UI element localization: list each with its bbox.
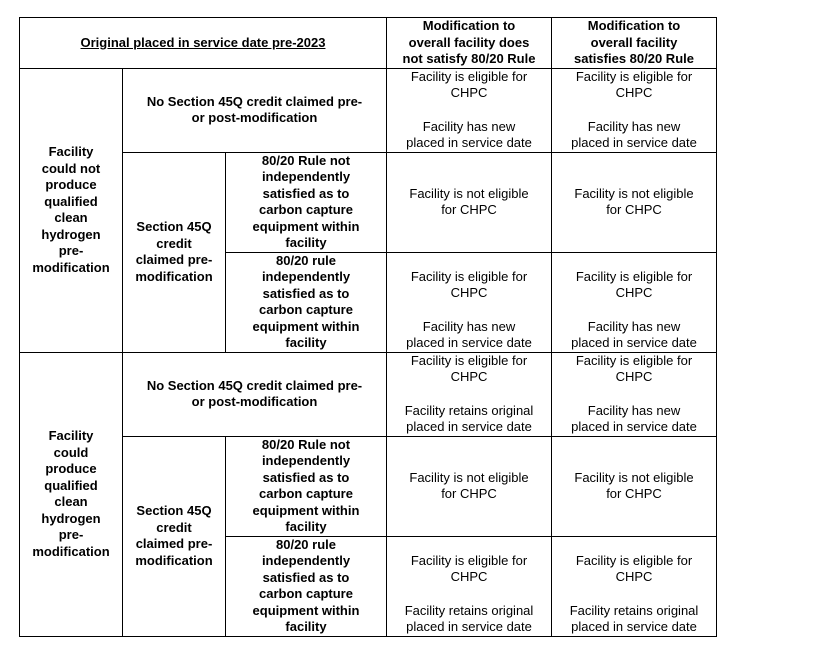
row-label-line: carbon capture xyxy=(259,202,353,217)
group-label-line: qualified xyxy=(44,193,98,209)
group1-indep-satisfies-cell xyxy=(552,252,717,352)
group2-not-indep-row xyxy=(20,436,717,536)
cell-line: Facility is eligible for xyxy=(410,268,528,284)
row-label-line: carbon capture xyxy=(259,586,353,601)
cell-line: Facility is not eligible xyxy=(409,185,529,201)
group2-not-indep-not-satisfy-cell xyxy=(387,436,552,536)
row-label-line: satisfied as to xyxy=(262,285,350,301)
group2-not-indep-label xyxy=(226,436,387,536)
row-label-line: equipment within xyxy=(252,502,360,518)
group1-not-indep-satisfies-cell xyxy=(552,152,717,252)
row-label-line: independently xyxy=(261,553,351,568)
cell-line: placed in service date xyxy=(406,335,532,350)
group1-no45q-row xyxy=(20,68,717,152)
group-label-line: could not xyxy=(41,160,101,176)
cell-line: placed in service date xyxy=(406,619,532,634)
row-label-line: 80/20 Rule not xyxy=(261,152,351,168)
group1-s45q-label xyxy=(123,152,226,352)
cell-line: CHPC xyxy=(450,369,488,384)
row-label-line: equipment within xyxy=(252,218,360,234)
cell-line: CHPC xyxy=(615,569,653,584)
cell-line: placed in service date xyxy=(571,619,697,634)
group1-no45q-label xyxy=(123,68,387,152)
header-not-satisfy-line: overall facility does xyxy=(408,34,530,50)
row-label-line: modification xyxy=(135,552,213,568)
row-label-line: modification xyxy=(135,268,213,284)
row-label-line: 80/20 rule xyxy=(276,536,336,552)
header-not-satisfy-line: Modification to xyxy=(422,18,516,33)
cell-line: Facility is eligible for xyxy=(410,352,528,368)
cell-line: Facility has new xyxy=(587,118,681,134)
row-label-line: independently xyxy=(261,453,351,468)
header-satisfies-line: overall facility xyxy=(590,34,678,50)
cell-line: for CHPC xyxy=(441,486,497,501)
group-label-line: hydrogen xyxy=(41,226,101,242)
row-label-line: independently xyxy=(261,169,351,184)
cell-line: CHPC xyxy=(615,85,653,100)
header-satisfies-line: satisfies 80/20 Rule xyxy=(574,51,694,66)
group-label-line: clean xyxy=(54,210,88,225)
cell-line: for CHPC xyxy=(606,486,662,501)
group2-no45q-label xyxy=(123,352,387,436)
cell-line: Facility is not eligible xyxy=(409,469,529,485)
row-label-line: satisfied as to xyxy=(262,569,350,585)
group1-no45q-satisfies-cell xyxy=(552,68,717,152)
group-label-line: produce xyxy=(45,461,97,476)
row-label-line: satisfied as to xyxy=(262,469,350,485)
row-label-line: No Section 45Q credit claimed pre- xyxy=(146,93,363,109)
cell-line: CHPC xyxy=(450,285,488,300)
row-label-line: facility xyxy=(285,235,327,250)
cell-line: Facility has new xyxy=(587,402,681,418)
row-label-line: credit xyxy=(156,519,192,535)
cell-line: CHPC xyxy=(615,285,653,300)
row-label-line: carbon capture xyxy=(259,302,353,317)
group2-no45q-satisfies-cell xyxy=(552,352,717,436)
row-label-line: Section 45Q xyxy=(136,503,212,518)
cell-line: Facility retains original xyxy=(569,602,699,618)
row-label-line: equipment within xyxy=(252,318,360,334)
group-label-line: modification xyxy=(32,543,110,559)
cell-line: Facility is eligible for xyxy=(410,552,528,568)
cell-line: for CHPC xyxy=(606,202,662,217)
row-label-line: equipment within xyxy=(252,602,360,618)
group-label-line: clean xyxy=(54,494,88,509)
group1-indep-not-satisfy-cell xyxy=(387,252,552,352)
row-label-line: satisfied as to xyxy=(262,185,350,201)
group2-no45q-not-satisfy-cell xyxy=(387,352,552,436)
row-label-line: credit xyxy=(156,235,192,251)
group1-indep-label xyxy=(226,252,387,352)
row-label-line: 80/20 Rule not xyxy=(261,436,351,452)
group2-s45q-label xyxy=(123,436,226,636)
row-label-line: facility xyxy=(285,519,327,534)
group1-not-indep-row xyxy=(20,152,717,252)
cell-line: placed in service date xyxy=(571,135,697,150)
group-label-line: could xyxy=(53,444,89,460)
group-label-line: pre- xyxy=(58,243,84,258)
cell-line: Facility is not eligible xyxy=(574,469,694,485)
cell-line: Facility is eligible for xyxy=(575,68,693,84)
group-label-line: qualified xyxy=(44,477,98,493)
row-label-line: No Section 45Q credit claimed pre- xyxy=(146,377,363,393)
cell-line: Facility retains original xyxy=(404,602,534,618)
rules-table xyxy=(19,17,717,637)
cell-line: placed in service date xyxy=(571,419,697,434)
group-label-line: Facility xyxy=(48,428,94,443)
cell-line: Facility has new xyxy=(587,318,681,334)
group1-not-indep-not-satisfy-cell xyxy=(387,152,552,252)
group2-label xyxy=(20,352,123,636)
cell-line: CHPC xyxy=(450,569,488,584)
cell-line: Facility retains original xyxy=(404,402,534,418)
group2-indep-not-satisfy-cell xyxy=(387,536,552,636)
group2-not-indep-satisfies-cell xyxy=(552,436,717,536)
group2-indep-label xyxy=(226,536,387,636)
cell-line: placed in service date xyxy=(571,335,697,350)
group-label-line: modification xyxy=(32,259,110,275)
group1-not-indep-label xyxy=(226,152,387,252)
cell-line: Facility is eligible for xyxy=(575,552,693,568)
row-label-line: independently xyxy=(261,269,351,284)
header-satisfies xyxy=(552,18,717,69)
cell-line: Facility is eligible for xyxy=(575,352,693,368)
cell-line: for CHPC xyxy=(441,202,497,217)
group-label-line: Facility xyxy=(48,144,94,159)
header-not-satisfy xyxy=(387,18,552,69)
cell-line: placed in service date xyxy=(406,135,532,150)
row-label-line: facility xyxy=(285,335,327,350)
row-label-line: or post-modification xyxy=(191,394,318,409)
cell-line: Facility is eligible for xyxy=(575,268,693,284)
header-satisfies-line: Modification to xyxy=(587,18,681,33)
group-label-line: produce xyxy=(45,177,97,192)
cell-line: Facility is eligible for xyxy=(410,68,528,84)
row-label-line: claimed pre- xyxy=(135,536,213,551)
cell-line: Facility is not eligible xyxy=(574,185,694,201)
header-row xyxy=(20,18,717,69)
cell-line: Facility has new xyxy=(422,318,516,334)
cell-line: Facility has new xyxy=(422,118,516,134)
row-label-line: Section 45Q xyxy=(136,219,212,234)
cell-line: CHPC xyxy=(450,85,488,100)
row-label-line: or post-modification xyxy=(191,110,318,125)
row-label-line: 80/20 rule xyxy=(276,252,336,268)
group1-no45q-not-satisfy-cell xyxy=(387,68,552,152)
group-label-line: hydrogen xyxy=(41,510,101,526)
row-label-line: facility xyxy=(285,619,327,634)
group2-indep-satisfies-cell xyxy=(552,536,717,636)
group-label-line: pre- xyxy=(58,527,84,542)
header-not-satisfy-line: not satisfy 80/20 Rule xyxy=(402,51,536,66)
group2-no45q-row xyxy=(20,352,717,436)
row-label-line: carbon capture xyxy=(259,486,353,501)
group1-label xyxy=(20,68,123,352)
row-label-line: claimed pre- xyxy=(135,252,213,267)
cell-line: CHPC xyxy=(615,369,653,384)
cell-line: placed in service date xyxy=(406,419,532,434)
header-title: Original placed in service date pre-2023 xyxy=(20,18,387,69)
